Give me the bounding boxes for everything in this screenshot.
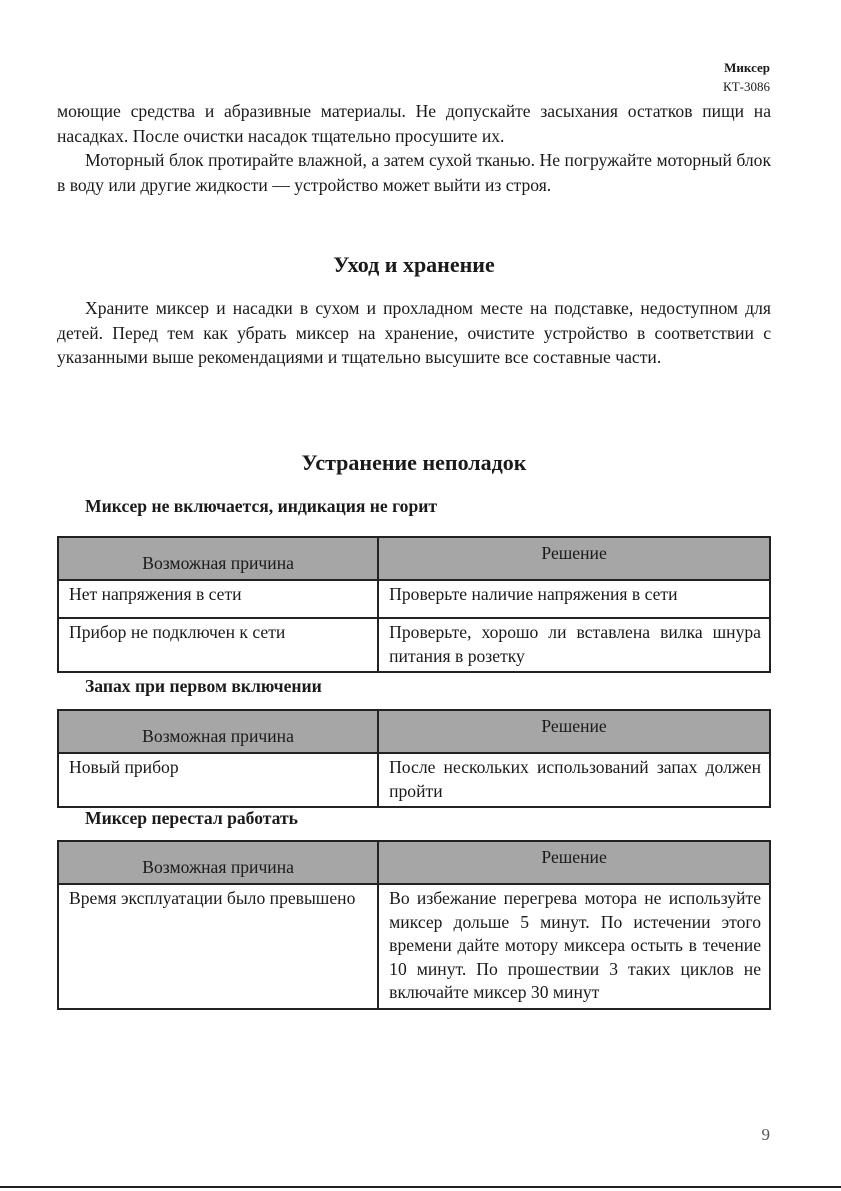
solution-column-header: Решение xyxy=(378,710,770,753)
table-row xyxy=(58,753,770,807)
troubleshooting-section-title: Устранение неполадок xyxy=(301,450,527,475)
cause-cell: Нет напряжения в сети xyxy=(58,580,378,618)
cause-cell: Прибор не подключен к сети xyxy=(58,618,378,672)
page-header xyxy=(723,58,770,96)
product-name: Миксер xyxy=(724,60,770,75)
table-header-row xyxy=(58,841,770,884)
group-title-stopped-working: Миксер перестал работать xyxy=(85,808,298,828)
solution-cell: Во избежание перегрева мотора не используйте миксер дольше 5 минут. По истечении этого времени дайте мотору миксера остыть в течение 10 минут. По прошествии 3 таких циклов не включайте миксер 30 минут xyxy=(378,884,770,1009)
page-number: 9 xyxy=(761,1125,770,1144)
care-paragraph: Храните миксер и насадки в сухом и прохладном месте на подставке, недоступном для детей. Перед тем как убрать миксер на хранение, очистите устройство в соответствии с указанными выше рекомендациями и тщательно высушите все составные части. xyxy=(57,298,771,367)
cause-column-header: Возможная причина xyxy=(58,710,378,753)
troubleshooting-table-smell xyxy=(57,709,771,808)
table-header-row xyxy=(58,537,770,580)
footer-divider xyxy=(0,1186,841,1188)
product-model: КТ-3086 xyxy=(723,79,770,94)
table-header-row xyxy=(58,710,770,753)
intro-paragraph-1: моющие средства и абразивные материалы. Не допускайте засыхания остатков пищи на насадках. После очистки насадок тщательно просушите их. xyxy=(57,101,771,146)
table-row xyxy=(58,618,770,672)
care-section-title: Уход и хранение xyxy=(333,252,495,277)
group-title-no-power: Миксер не включается, индикация не горит xyxy=(85,496,438,516)
troubleshooting-table-no-power xyxy=(57,536,771,673)
group-title-first-use-smell: Запах при первом включении xyxy=(85,676,322,696)
solution-cell: После нескольких использований запах должен пройти xyxy=(378,753,770,807)
table-row xyxy=(58,884,770,1009)
troubleshooting-table-stopped xyxy=(57,840,771,1010)
solution-column-header: Решение xyxy=(378,537,770,580)
cause-column-header: Возможная причина xyxy=(58,537,378,580)
cause-cell: Время эксплуатации было превышено xyxy=(58,884,378,1009)
solution-cell: Проверьте, хорошо ли вставлена вилка шнура питания в розетку xyxy=(378,618,770,672)
cause-cell: Новый прибор xyxy=(58,753,378,807)
table-row xyxy=(58,580,770,618)
solution-column-header: Решение xyxy=(378,841,770,884)
cause-column-header: Возможная причина xyxy=(58,841,378,884)
solution-cell: Проверьте наличие напряжения в сети xyxy=(378,580,770,618)
intro-paragraph-2: Моторный блок протирайте влажной, а затем сухой тканью. Не погружайте моторный блок в воду или другие жидкости — устройство может выйти из строя. xyxy=(57,150,771,195)
